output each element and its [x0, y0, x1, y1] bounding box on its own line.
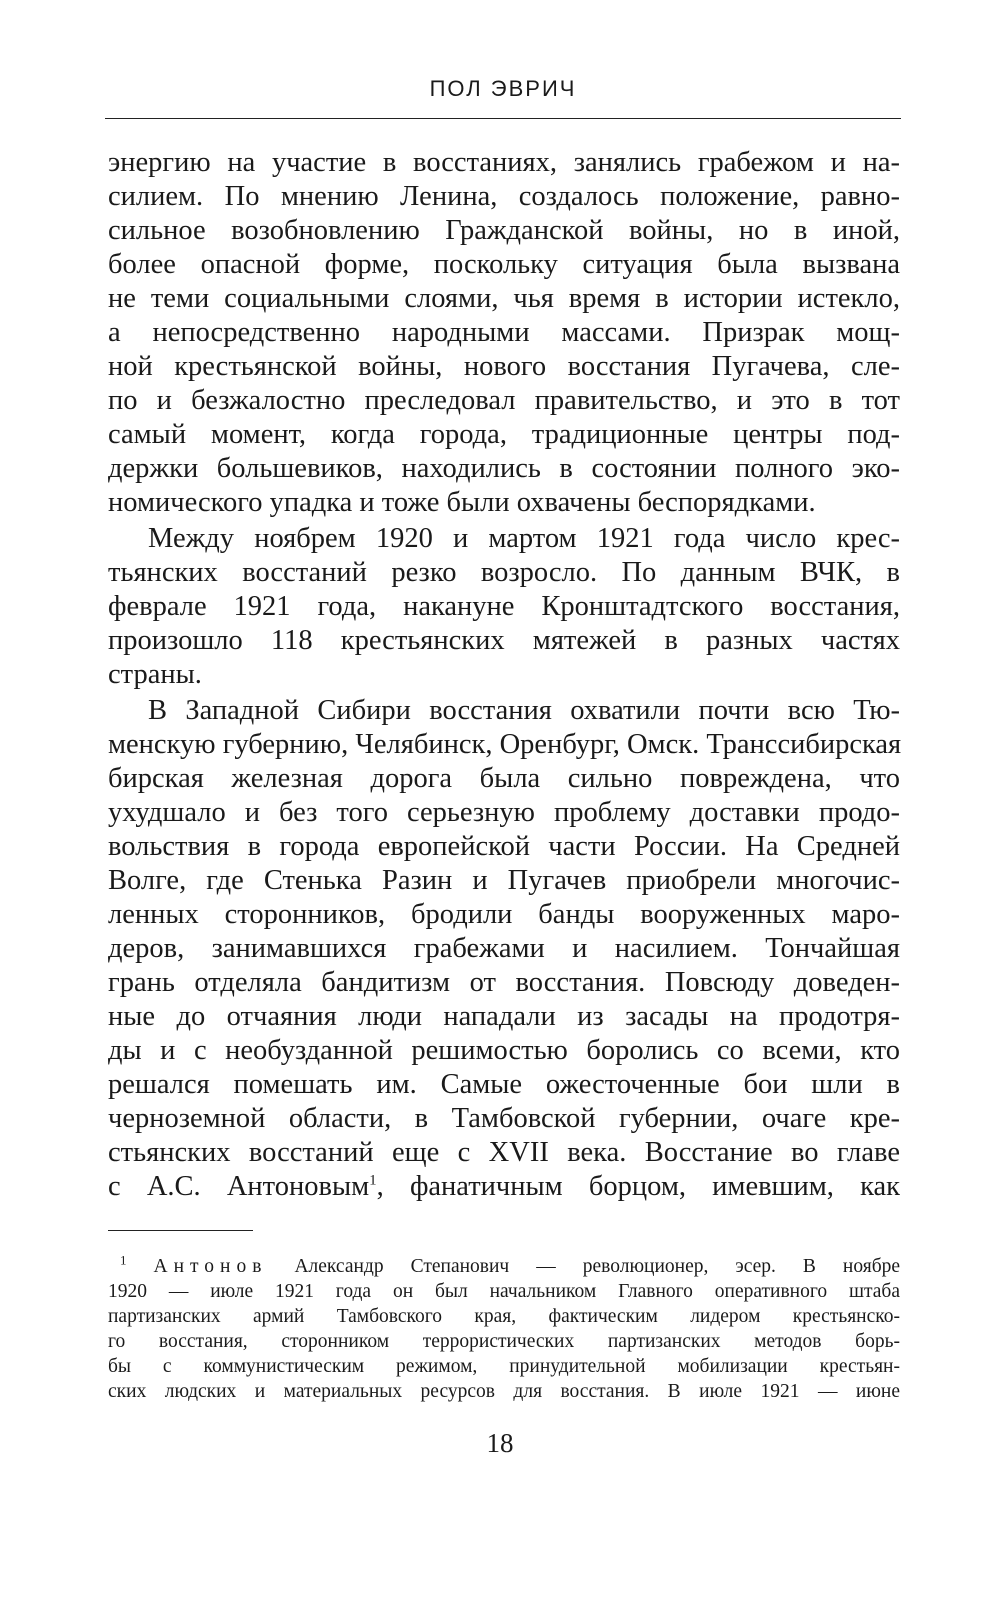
body-line: ды и с необузданной решимостью боролись со всеми, кто — [108, 1035, 900, 1066]
footnote-line: 1920 — июле 1921 года он был начальником Главного оперативного штаба — [108, 1281, 900, 1302]
body-line: Волге, где Стенька Разин и Пугачев приобрели многочис- — [108, 865, 900, 896]
body-line: силием. По мнению Ленина, создалось положение, равно- — [108, 181, 900, 212]
body-line: ные до отчаяния люди нападали из засады на продотря- — [108, 1001, 900, 1032]
body-line: энергию на участие в восстаниях, занялись грабежом и на- — [108, 147, 900, 178]
body-line: а непосредственно народными массами. Призрак мощ- — [108, 317, 900, 348]
body-line: самый момент, когда города, традиционные центры под- — [108, 419, 900, 450]
body-line: менскую губернию, Челябинск, Оренбург, Омск. Транссибирская — [108, 729, 902, 760]
body-line: ухудшало и без того серьезную проблему доставки продо- — [108, 797, 900, 828]
body-line: грань отделяла бандитизм от восстания. Повсюду доведен- — [108, 967, 900, 998]
footnote-line — [120, 1254, 900, 1279]
page-number: 18 — [486, 1428, 514, 1458]
footnote-line: бы с коммунистическим режимом, принудительной мобилизации крестьян- — [108, 1356, 900, 1377]
body-line: В Западной Сибири восстания охватили почти всю Тю- — [148, 695, 900, 726]
footnote-line: партизанских армий Тамбовского края, фактическим лидером крестьянско- — [108, 1306, 900, 1327]
body-line: произошло 118 крестьянских мятежей в разных частях — [108, 625, 900, 656]
body-line: ленных сторонников, бродили банды вооруженных маро- — [108, 899, 900, 930]
footnote-name: Антонов — [153, 1256, 268, 1277]
footnote-rule — [108, 1230, 253, 1231]
body-line: ной крестьянской войны, нового восстания Пугачева, сле- — [108, 351, 900, 382]
body-line: более опасной форме, поскольку ситуация была вызвана — [108, 249, 900, 280]
body-line: держки большевиков, находились в состоянии полного эко- — [108, 453, 900, 484]
body-line: решался помешать им. Самые ожесточенные бои шли в — [108, 1069, 900, 1100]
body-line: номического упадка и тоже были охвачены беспорядками. — [108, 487, 816, 518]
body-line: вольствия в города европейской части России. На Средней — [108, 831, 900, 862]
footnote-line: ских людских и материальных ресурсов для восстания. В июле 1921 — июне — [108, 1381, 900, 1402]
body-line: феврале 1921 года, накануне Кронштадтского восстания, — [108, 591, 900, 622]
body-text-fragment: с А.С. Антоновым — [108, 1171, 370, 1202]
body-text-fragment: , фанатичным борцом, имевшим, как — [376, 1171, 900, 1202]
body-line: деров, занимавшихся грабежами и насилием. Тончайшая — [108, 933, 900, 964]
body-line: по и безжалостно преследовал правительство, и это в тот — [108, 385, 900, 416]
footnote-text: Александр Степанович — революционер, эсер. В ноябре — [294, 1256, 901, 1277]
header-rule — [105, 118, 901, 119]
body-line: не теми социальными слоями, чья время в истории истекло, — [108, 283, 900, 314]
running-header: ПОЛ ЭВРИЧ — [429, 76, 577, 101]
body-line: бирская железная дорога была сильно повреждена, что — [108, 763, 900, 794]
footnote-marker: 1 — [120, 1252, 127, 1268]
footnote-reference[interactable]: 1 — [369, 1172, 377, 1189]
body-line: страны. — [108, 659, 202, 690]
footnote-line: го восстания, сторонником террористических партизанских методов борь- — [108, 1331, 900, 1352]
body-line: тьянских восстаний резко возросло. По данным ВЧК, в — [108, 557, 900, 588]
body-line: Между ноябрем 1920 и мартом 1921 года число крес- — [148, 523, 900, 554]
body-line-with-footnote-ref — [108, 1170, 900, 1204]
body-line: сильное возобновлению Гражданской войны, но в иной, — [108, 215, 900, 246]
body-line: стьянских восстаний еще с XVII века. Восстание во главе — [108, 1137, 900, 1168]
body-line: черноземной области, в Тамбовской губернии, очаге кре- — [108, 1103, 900, 1134]
